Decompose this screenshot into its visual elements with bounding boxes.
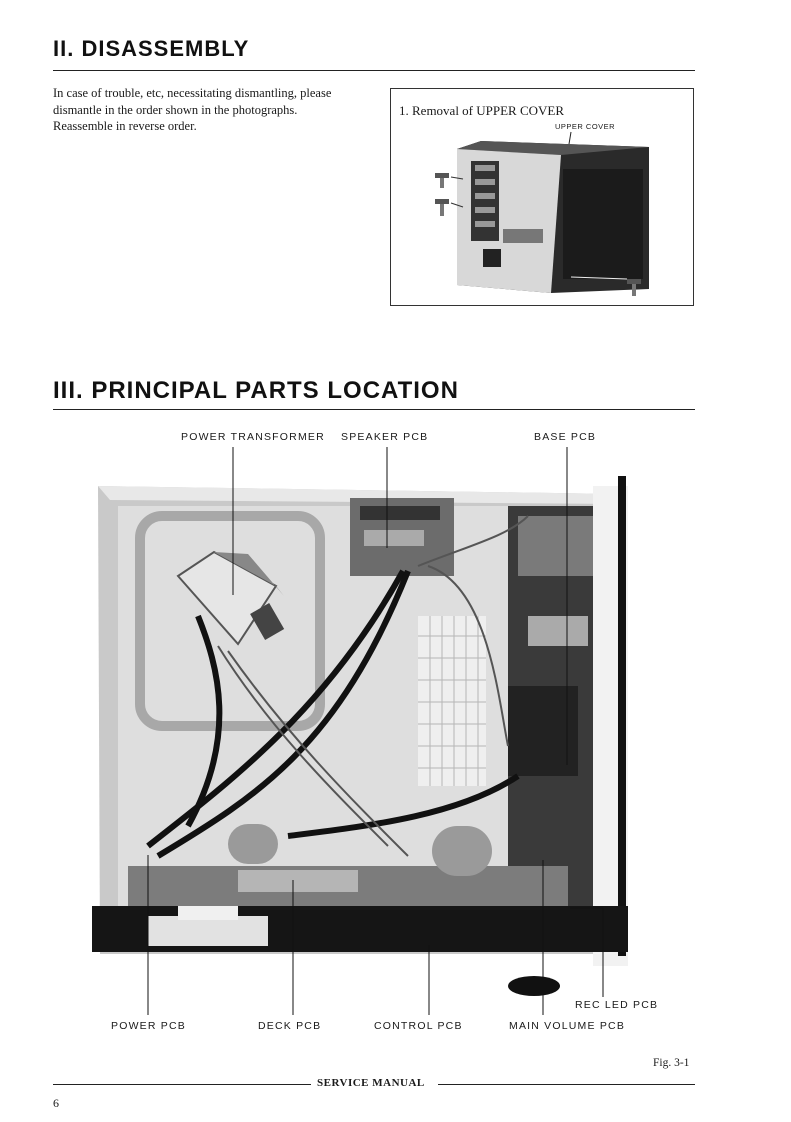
- intro-text: [53, 85, 373, 135]
- footer-rule-right: [438, 1084, 695, 1085]
- label-power-pcb: POWER PCB: [111, 1020, 186, 1032]
- label-main-volume-pcb: MAIN VOLUME PCB: [509, 1020, 626, 1032]
- page-number: 6: [53, 1096, 59, 1110]
- upper-cover-label: UPPER COVER: [555, 122, 616, 131]
- label-control-pcb: CONTROL PCB: [374, 1020, 463, 1032]
- footer-label: SERVICE MANUAL: [317, 1077, 425, 1089]
- label-speaker-pcb: SPEAKER PCB: [341, 431, 429, 443]
- section-rule: [53, 70, 695, 71]
- section-title-parts-location: III. PRINCIPAL PARTS LOCATION: [53, 377, 459, 404]
- chassis-photo: [88, 446, 648, 996]
- label-rec-led-pcb: REC LED PCB: [575, 999, 659, 1011]
- section-title-disassembly: II. DISASSEMBLY: [53, 36, 250, 61]
- footer-rule-left: [53, 1084, 311, 1085]
- intro-line: Reassemble in reverse order.: [53, 119, 197, 133]
- figure-caption: Fig. 3-1: [653, 1057, 690, 1069]
- label-base-pcb: BASE PCB: [534, 431, 597, 443]
- upper-cover-photo: [391, 89, 693, 305]
- screw-icon: [435, 199, 449, 216]
- removal-title: 1. Removal of UPPER COVER: [399, 103, 565, 118]
- intro-line: In case of trouble, etc, necessitating dismantling, please: [53, 86, 332, 100]
- screw-icon: [435, 173, 449, 188]
- intro-line: dismantle in the order shown in the photographs.: [53, 102, 298, 117]
- label-deck-pcb: DECK PCB: [258, 1020, 322, 1032]
- removal-figure-box: [390, 88, 694, 306]
- label-power-transformer: POWER TRANSFORMER: [181, 431, 325, 443]
- section-rule: [53, 409, 695, 410]
